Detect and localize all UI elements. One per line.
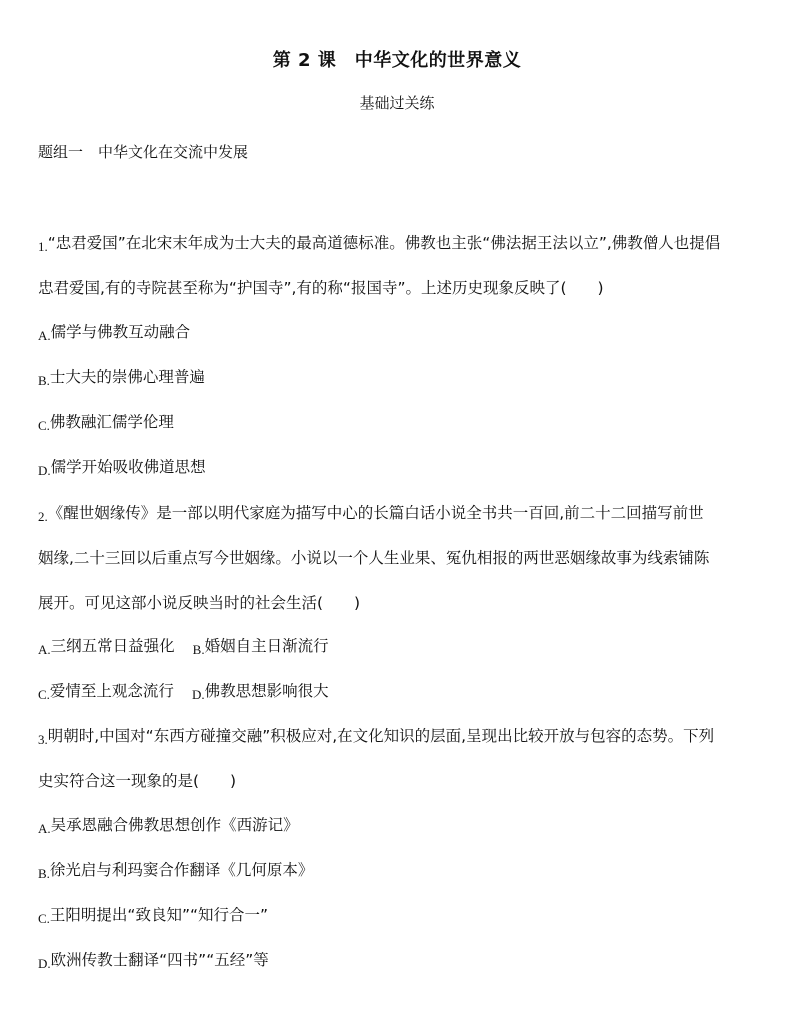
q2-stem-line-2: 姻缘,二十三回以后重点写今世姻缘。小说以一个人生业果、冤仇相报的两世恶姻缘故事为线索铺陈	[38, 549, 710, 567]
q1-option-b-text: 士大夫的崇佛心理普遍	[49, 368, 205, 386]
q1-number: 1.	[38, 239, 48, 254]
q1-option-c-text: 佛教融汇儒学伦理	[49, 413, 174, 431]
q1-option-c-letter: C.	[38, 418, 50, 433]
q3-option-b-text: 徐光启与利玛窦合作翻译《几何原本》	[49, 861, 314, 879]
q3-option-c-letter: C.	[38, 911, 50, 926]
q2-options-row-2	[38, 679, 329, 701]
q2-option-a-text: 三纲五常日益强化	[50, 637, 175, 655]
q1-option-d	[38, 455, 206, 477]
q2-option-b	[193, 637, 329, 655]
q2-option-d-text: 佛教思想影响很大	[204, 682, 329, 700]
q3-option-a-letter: A.	[38, 821, 51, 836]
q2-stem-line-1: 《醒世姻缘传》是一部以明代家庭为描写中心的长篇白话小说全书共一百回,前二十二回描写前世	[47, 504, 704, 522]
q3-option-c-text: 王阳明提出“致良知”“知行合一”	[49, 906, 269, 924]
q3-option-a	[38, 813, 299, 835]
question-group-heading: 题组一 中华文化在交流中发展	[38, 143, 249, 161]
q3-option-b-letter: B.	[38, 866, 50, 881]
lesson-title: 第 2 课 中华文化的世界意义	[272, 50, 522, 71]
q1-option-d-text: 儒学开始吸收佛道思想	[50, 458, 206, 476]
section-subtitle: 基础过关练	[359, 94, 435, 112]
q2-number: 2.	[38, 509, 48, 524]
q1-option-a-letter: A.	[38, 328, 51, 343]
q1-stem-line-1: “忠君爱国”在北宋末年成为士大夫的最高道德标准。佛教也主张“佛法据王法以立”,佛教僧人也提倡	[47, 234, 721, 252]
q2-option-b-letter: B.	[192, 642, 205, 657]
q1-option-c	[38, 410, 174, 432]
q3-option-b	[38, 858, 313, 880]
q3-stem-line-2: 史实符合这一现象的是( )	[38, 772, 237, 790]
q3-option-d-text: 欧洲传教士翻译“四书”“五经”等	[50, 951, 269, 969]
q2-stem-line-3: 展开。可见这部小说反映当时的社会生活( )	[38, 594, 361, 612]
q2-option-d-letter: D.	[191, 687, 205, 702]
q3-option-a-text: 吴承恩融合佛教思想创作《西游记》	[50, 816, 299, 834]
q1-option-a-text: 儒学与佛教互动融合	[50, 323, 191, 341]
q1-option-b-letter: B.	[38, 373, 50, 388]
q3-line-1	[38, 724, 714, 746]
q2-option-d	[192, 682, 329, 700]
q2-option-c-letter: C.	[38, 687, 50, 702]
q1-option-b	[38, 365, 205, 387]
q2-options-row-1	[38, 634, 329, 656]
q1-option-a	[38, 320, 190, 342]
q2-line-1	[38, 501, 704, 523]
q2-option-b-text: 婚姻自主日渐流行	[204, 637, 329, 655]
q3-option-d-letter: D.	[38, 956, 51, 971]
q2-option-a	[38, 637, 175, 655]
q1-stem-line-2: 忠君爱国,有的寺院甚至称为“护国寺”,有的称“报国寺”。上述历史现象反映了( )	[38, 279, 604, 297]
q3-option-d	[38, 948, 269, 970]
q2-option-c-text: 爱情至上观念流行	[49, 682, 174, 700]
q2-option-c	[38, 682, 174, 700]
q3-option-c	[38, 903, 268, 925]
q1-option-d-letter: D.	[38, 463, 51, 478]
q1-line-1	[38, 231, 720, 253]
q2-option-a-letter: A.	[38, 642, 51, 657]
q3-stem-line-1: 明朝时,中国对“东西方碰撞交融”积极应对,在文化知识的层面,呈现出比较开放与包容的态势。下列	[47, 727, 715, 745]
q3-number: 3.	[38, 732, 48, 747]
